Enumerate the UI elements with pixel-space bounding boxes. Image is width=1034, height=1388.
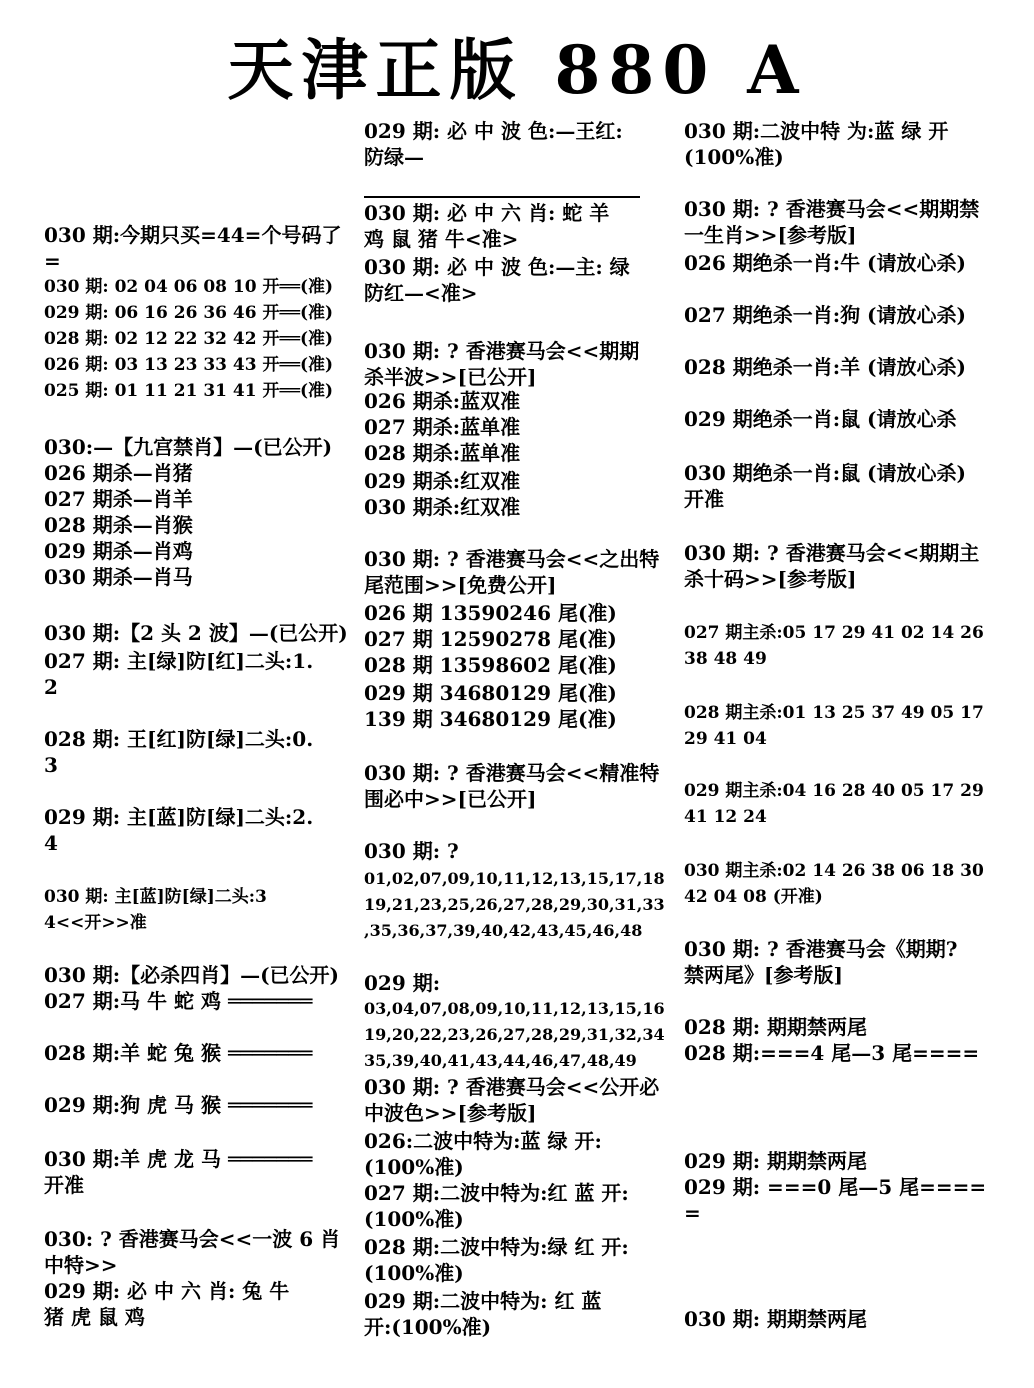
- mid-text-line: 030 期: ? 香港赛马会<<公开必: [364, 1075, 660, 1099]
- right-text-line: 38 48 49: [684, 649, 767, 669]
- mid-text-line: 028 期 13598602 尾(准): [364, 653, 617, 677]
- left-text-line: 028 期: 02 12 22 32 42 开══(准): [44, 329, 334, 349]
- left-text-line: 3: [44, 753, 58, 777]
- left-text-line: =: [44, 249, 61, 273]
- right-text-line: 029 期: ===0 尾—5 尾====: [684, 1175, 987, 1199]
- mid-text-line: 19,21,23,25,26,27,28,29,30,31,33: [364, 895, 665, 914]
- mid-text-line: 030 期: ? 香港赛马会<<期期: [364, 339, 640, 363]
- right-text-line: 030 期:二波中特 为:蓝 绿 开: [684, 119, 949, 143]
- left-text-line: 025 期: 01 11 21 31 41 开══(准): [44, 381, 334, 401]
- left-text-line: 029 期: 必 中 六 肖: 兔 牛: [44, 1279, 290, 1303]
- right-text-line: 030 期: ? 香港赛马会《期期?: [684, 937, 958, 961]
- right-text-line: 禁两尾》[参考版]: [684, 963, 843, 987]
- left-text-line: 030 期杀—肖马: [44, 565, 193, 589]
- right-text-line: 029 期绝杀一肖:鼠 (请放心杀: [684, 407, 957, 431]
- page-title: 天津正版 880 A: [227, 31, 807, 109]
- mid-text-line: 03,04,07,08,09,10,11,12,13,15,16: [364, 999, 665, 1018]
- right-text-line: 29 41 04: [684, 729, 767, 749]
- mid-text-line: 防绿—: [364, 145, 424, 169]
- left-text-line: 030 期:【必杀四肖】—(已公开): [44, 963, 340, 987]
- mid-text-line: 030 期杀:红双准: [364, 495, 521, 519]
- left-text-line: 026 期杀—肖猪: [44, 461, 193, 485]
- left-text-line: 4<<开>>准: [44, 913, 147, 933]
- mid-text-line: 027 期 12590278 尾(准): [364, 627, 617, 651]
- mid-text-line: 030 期: ? 香港赛马会<<之出特: [364, 547, 660, 571]
- right-text-line: 030 期绝杀一肖:鼠 (请放心杀): [684, 461, 966, 485]
- right-text-line: 027 期主杀:05 17 29 41 02 14 26: [684, 623, 984, 643]
- left-text-line: 029 期杀—肖鸡: [44, 539, 193, 563]
- right-text-line: 027 期绝杀一肖:狗 (请放心杀): [684, 303, 966, 327]
- mid-text-line: 中波色>>[参考版]: [364, 1101, 537, 1125]
- left-text-line: 029 期: 06 16 26 36 46 开══(准): [44, 303, 334, 323]
- mid-text-line: 030 期: ? 香港赛马会<<精准特: [364, 761, 660, 785]
- right-text-line: (100%准): [684, 145, 784, 169]
- right-text-line: 026 期绝杀一肖:牛 (请放心杀): [684, 251, 966, 275]
- right-text-line: 030 期: 期期禁两尾: [684, 1307, 868, 1331]
- mid-text-line: 026 期杀:蓝双准: [364, 389, 521, 413]
- left-text-line: 030:—【九宫禁肖】—(已公开): [44, 435, 333, 459]
- left-text-line: 029 期: 主[蓝]防[绿]二头:2.: [44, 805, 314, 829]
- right-text-line: 一生肖>>[参考版]: [684, 223, 857, 247]
- right-text-line: 030 期: ? 香港赛马会<<期期主: [684, 541, 980, 565]
- right-text-line: 028 期主杀:01 13 25 37 49 05 17: [684, 703, 984, 723]
- right-text-line: 028 期: 期期禁两尾: [684, 1015, 868, 1039]
- mid-text-line: 尾范围>>[免费公开]: [364, 573, 557, 597]
- right-text-line: 029 期主杀:04 16 28 40 05 17 29: [684, 781, 984, 801]
- left-text-line: 029 期:狗 虎 马 猴 ═══════: [44, 1093, 313, 1117]
- mid-text-line: 029 期:: [364, 971, 441, 995]
- mid-text-line: 026:二波中特为:蓝 绿 开:: [364, 1129, 602, 1153]
- left-text-line: 2: [44, 675, 58, 699]
- mid-text-line: ,35,36,37,39,40,42,43,45,46,48: [364, 921, 643, 940]
- mid-text-line: (100%准): [364, 1155, 464, 1179]
- mid-text-line: 029 期:二波中特为: 红 蓝: [364, 1289, 602, 1313]
- left-text-line: 026 期: 03 13 23 33 43 开══(准): [44, 355, 334, 375]
- left-text-line: 开准: [44, 1173, 84, 1197]
- right-text-line: 开准: [684, 487, 724, 511]
- mid-text-line: 027 期:二波中特为:红 蓝 开:: [364, 1181, 629, 1205]
- right-text-line: 029 期: 期期禁两尾: [684, 1149, 868, 1173]
- left-text-line: 4: [44, 831, 58, 855]
- right-text-line: 杀十码>>[参考版]: [684, 567, 857, 591]
- section-divider: [364, 196, 640, 198]
- mid-text-line: 139 期 34680129 尾(准): [364, 707, 617, 731]
- mid-text-line: (100%准): [364, 1207, 464, 1231]
- left-text-line: 030 期:【2 头 2 波】—(已公开): [44, 621, 348, 645]
- mid-text-line: 030 期: 必 中 六 肖: 蛇 羊: [364, 201, 610, 225]
- mid-text-line: 028 期:二波中特为:绿 红 开:: [364, 1235, 629, 1259]
- mid-text-line: 防红—<准>: [364, 281, 478, 305]
- mid-text-line: 01,02,07,09,10,11,12,13,15,17,18: [364, 869, 665, 888]
- left-text-line: 030 期:羊 虎 龙 马 ═══════: [44, 1147, 313, 1171]
- left-text-line: 028 期杀—肖猴: [44, 513, 193, 537]
- mid-text-line: 030 期: ?: [364, 839, 459, 863]
- right-text-line: =: [684, 1201, 701, 1225]
- left-text-line: 027 期: 主[绿]防[红]二头:1.: [44, 649, 314, 673]
- mid-text-line: 029 期杀:红双准: [364, 469, 521, 493]
- mid-text-line: 027 期杀:蓝单准: [364, 415, 521, 439]
- left-text-line: 猪 虎 鼠 鸡: [44, 1305, 145, 1329]
- left-text-line: 030: ? 香港赛马会<<一波 6 肖: [44, 1227, 341, 1251]
- left-text-line: 030 期: 主[蓝]防[绿]二头:3: [44, 887, 267, 907]
- mid-text-line: 19,20,22,23,26,27,28,29,31,32,34: [364, 1025, 665, 1044]
- mid-text-line: 35,39,40,41,43,44,46,47,48,49: [364, 1051, 637, 1070]
- mid-text-line: 026 期 13590246 尾(准): [364, 601, 617, 625]
- mid-text-line: 029 期: 必 中 波 色:—王红:: [364, 119, 623, 143]
- mid-text-line: 鸡 鼠 猪 牛<准>: [364, 227, 519, 251]
- mid-text-line: 028 期杀:蓝单准: [364, 441, 521, 465]
- left-text-line: 030 期: 02 04 06 08 10 开══(准): [44, 277, 334, 297]
- right-text-line: 028 期:===4 尾—3 尾====: [684, 1041, 980, 1065]
- right-text-line: 030 期: ? 香港赛马会<<期期禁: [684, 197, 980, 221]
- left-text-line: 028 期:羊 蛇 兔 猴 ═══════: [44, 1041, 313, 1065]
- mid-text-line: 029 期 34680129 尾(准): [364, 681, 617, 705]
- right-text-line: 42 04 08 (开准): [684, 887, 823, 907]
- mid-text-line: 杀半波>>[已公开]: [364, 365, 537, 389]
- right-text-line: 030 期主杀:02 14 26 38 06 18 30: [684, 861, 984, 881]
- left-text-line: 028 期: 王[红]防[绿]二头:0.: [44, 727, 314, 751]
- right-text-line: 028 期绝杀一肖:羊 (请放心杀): [684, 355, 966, 379]
- mid-text-line: 开:(100%准): [364, 1315, 492, 1339]
- left-text-line: 027 期:马 牛 蛇 鸡 ═══════: [44, 989, 313, 1013]
- left-text-line: 中特>>: [44, 1253, 118, 1277]
- mid-text-line: 030 期: 必 中 波 色:—主: 绿: [364, 255, 630, 279]
- left-text-line: 030 期:今期只买=44=个号码了: [44, 223, 342, 247]
- mid-text-line: (100%准): [364, 1261, 464, 1285]
- mid-text-line: 围必中>>[已公开]: [364, 787, 537, 811]
- right-text-line: 41 12 24: [684, 807, 767, 827]
- left-text-line: 027 期杀—肖羊: [44, 487, 193, 511]
